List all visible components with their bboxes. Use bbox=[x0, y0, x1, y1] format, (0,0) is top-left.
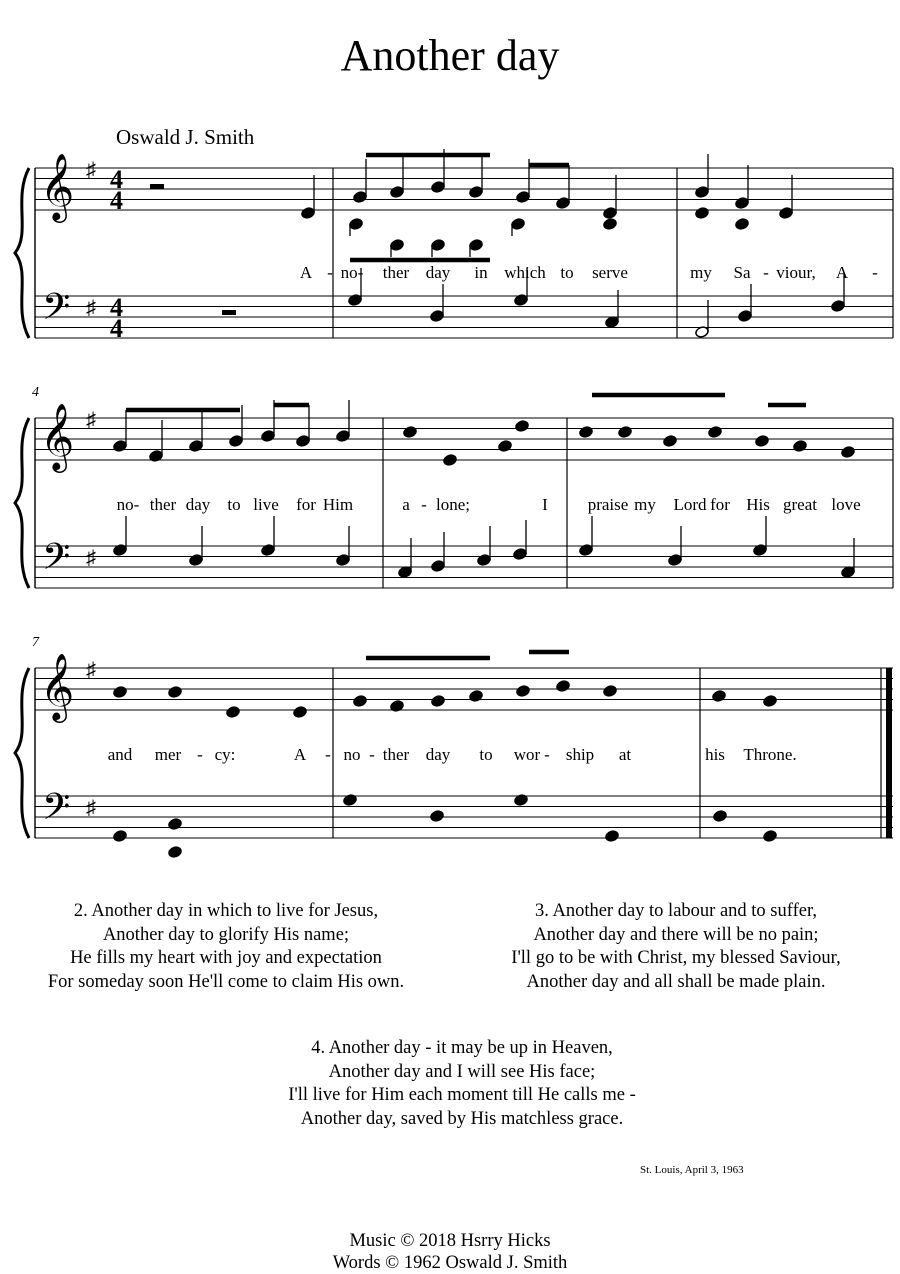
note-head bbox=[469, 690, 484, 703]
note-head bbox=[603, 685, 618, 698]
lyric-syllable: ther bbox=[382, 745, 410, 764]
lyric-syllable: - bbox=[197, 745, 203, 764]
note-head bbox=[712, 690, 727, 703]
note-head bbox=[663, 435, 678, 448]
note-head bbox=[353, 191, 368, 204]
note-head bbox=[735, 197, 750, 210]
note-head bbox=[515, 420, 530, 433]
note-head bbox=[113, 830, 128, 843]
lyric-syllable: great bbox=[783, 495, 817, 514]
note-head bbox=[226, 706, 241, 719]
note-head bbox=[431, 695, 446, 708]
lyric-syllable: day bbox=[425, 263, 451, 282]
note-head bbox=[390, 186, 405, 199]
lyric-syllable: mer bbox=[154, 745, 182, 764]
final-barline-thick bbox=[886, 668, 892, 838]
note-head bbox=[353, 695, 368, 708]
lyric-syllable: - bbox=[544, 745, 550, 764]
verse-4 bbox=[288, 1037, 636, 1131]
note-head bbox=[189, 440, 204, 453]
verse-line: 2. Another day in which to live for Jesus, bbox=[73, 901, 379, 921]
note-head bbox=[498, 440, 513, 453]
lyric-syllable: no bbox=[343, 745, 361, 764]
note-head bbox=[618, 426, 633, 439]
note-head bbox=[713, 810, 728, 823]
note-head bbox=[431, 560, 446, 573]
place-date: St. Louis, April 3, 1963 bbox=[640, 1164, 744, 1176]
verse-line: Another day and there will be no pain; bbox=[533, 924, 819, 945]
note-head bbox=[793, 440, 808, 453]
composer-credit: Oswald J. Smith bbox=[116, 125, 255, 149]
lyric-syllable: lone; bbox=[436, 495, 470, 514]
lyric-syllable: which bbox=[504, 263, 546, 282]
note-head bbox=[431, 239, 446, 252]
note-head bbox=[513, 548, 528, 561]
brace bbox=[15, 168, 29, 338]
lyric-syllable: praise bbox=[587, 495, 629, 514]
lyric-syllable: my bbox=[690, 263, 712, 282]
verse-line: I'll go to be with Christ, my blessed Saviour, bbox=[511, 948, 841, 968]
lyric-syllable: - bbox=[421, 495, 427, 514]
verse-line: 3. Another day to labour and to suffer, bbox=[534, 901, 817, 921]
note-head bbox=[349, 218, 364, 231]
bass-clef: 𝄢 bbox=[42, 786, 71, 837]
note-head bbox=[430, 310, 445, 323]
note-head bbox=[390, 239, 405, 252]
note-head bbox=[168, 846, 183, 859]
note-head bbox=[336, 554, 351, 567]
measure-number: 7 bbox=[32, 635, 39, 650]
music-credit: Music © 2018 Hsrry Hicks bbox=[349, 1231, 551, 1251]
note-head bbox=[431, 181, 446, 194]
lyric-syllable: at bbox=[618, 745, 632, 764]
lyric-syllable: to bbox=[479, 745, 493, 764]
note-head bbox=[668, 554, 683, 567]
verse-line: Another day, saved by His matchless grace. bbox=[300, 1108, 624, 1129]
lyric-syllable: A bbox=[293, 745, 307, 764]
note-head bbox=[763, 830, 778, 843]
note-head bbox=[403, 426, 418, 439]
treble-clef: 𝄞 bbox=[40, 152, 75, 220]
note-head bbox=[695, 186, 710, 199]
note-head bbox=[516, 685, 531, 698]
lyric-syllable: I bbox=[542, 495, 548, 514]
note-head bbox=[168, 686, 183, 699]
lyric-syllable: day bbox=[185, 495, 211, 514]
lyric-syllable: in bbox=[474, 263, 488, 282]
note-head bbox=[430, 810, 445, 823]
key-signature-sharp: ♯ bbox=[86, 297, 96, 319]
lyric-syllable: - bbox=[369, 745, 375, 764]
lyric-syllable: A bbox=[835, 263, 849, 282]
note-head bbox=[469, 239, 484, 252]
lyric-syllable: no- bbox=[116, 495, 140, 514]
note-head bbox=[841, 446, 856, 459]
note-head bbox=[477, 554, 492, 567]
lyric-syllable: live bbox=[253, 495, 279, 514]
clefs-and-signatures bbox=[40, 152, 123, 837]
note-head bbox=[738, 310, 753, 323]
treble-clef: 𝄞 bbox=[40, 652, 75, 720]
note-head bbox=[261, 430, 276, 443]
lyric-syllable: - bbox=[872, 263, 878, 282]
lyric-syllable: ther bbox=[382, 263, 410, 282]
note-head bbox=[763, 695, 778, 708]
lyric-syllable: ther bbox=[149, 495, 177, 514]
lyric-syllable: viour, bbox=[776, 263, 816, 282]
page-title: Another day bbox=[340, 31, 560, 80]
note-head bbox=[708, 426, 723, 439]
note-head bbox=[469, 186, 484, 199]
note-head bbox=[113, 686, 128, 699]
verse-line: Another day and all shall be made plain. bbox=[526, 971, 826, 992]
key-signature-sharp: ♯ bbox=[86, 797, 96, 819]
verse-line: For someday soon He'll come to claim His own. bbox=[47, 971, 405, 992]
lyric-syllable: his bbox=[705, 745, 725, 764]
note-head bbox=[443, 454, 458, 467]
lyric-syllable: Him bbox=[322, 495, 354, 514]
time-signature-treble: 4 bbox=[110, 186, 123, 215]
note-head bbox=[516, 191, 531, 204]
note-head bbox=[113, 440, 128, 453]
lyric-syllable: a bbox=[402, 495, 410, 514]
lyric-syllable: cy: bbox=[214, 745, 236, 764]
lyric-syllable: - bbox=[763, 263, 769, 282]
note-head bbox=[695, 207, 710, 220]
key-signature-sharp: ♯ bbox=[86, 159, 96, 181]
lyric-syllable: - bbox=[325, 745, 331, 764]
lyric-syllable: His bbox=[746, 495, 770, 514]
note-head bbox=[605, 830, 620, 843]
lyric-syllable: love bbox=[831, 495, 861, 514]
verse-line: I'll live for Him each moment till He calls me - bbox=[288, 1085, 636, 1105]
note-head bbox=[293, 706, 308, 719]
note-head bbox=[755, 435, 770, 448]
note-head bbox=[336, 430, 351, 443]
lyric-syllable: and bbox=[107, 745, 133, 764]
lyric-syllable: Lord bbox=[673, 495, 707, 514]
key-signature-sharp: ♯ bbox=[86, 659, 96, 681]
note-head bbox=[603, 207, 618, 220]
note-head bbox=[229, 435, 244, 448]
key-signature-sharp: ♯ bbox=[86, 547, 96, 569]
words-credit: Words © 1962 Oswald J. Smith bbox=[332, 1253, 568, 1273]
note-head bbox=[296, 435, 311, 448]
lyric-syllable: for bbox=[710, 495, 730, 514]
copyright-credits bbox=[0, 1230, 900, 1274]
verse-3 bbox=[511, 900, 840, 994]
note-head bbox=[831, 300, 846, 313]
lyric-syllable: to bbox=[227, 495, 241, 514]
lyric-syllable: wor bbox=[513, 745, 541, 764]
treble-clef: 𝄞 bbox=[40, 402, 75, 470]
note-head bbox=[511, 218, 526, 231]
note-head bbox=[168, 818, 183, 831]
brace bbox=[15, 668, 29, 838]
note-head bbox=[189, 554, 204, 567]
note-head bbox=[779, 207, 794, 220]
lyric-syllable: my bbox=[634, 495, 656, 514]
note-head bbox=[556, 197, 571, 210]
note-head bbox=[556, 680, 571, 693]
half-rest bbox=[150, 184, 164, 189]
lyric-syllable: to bbox=[560, 263, 574, 282]
bass-clef: 𝄢 bbox=[42, 286, 71, 337]
whole-rest bbox=[222, 310, 236, 315]
time-signature-bass: 4 bbox=[110, 293, 123, 322]
note-head bbox=[735, 218, 750, 231]
lyric-syllable: no- bbox=[340, 263, 364, 282]
note-head bbox=[301, 207, 316, 220]
lyric-syllable: serve bbox=[592, 263, 628, 282]
lyric-syllable: Throne. bbox=[743, 745, 797, 764]
verse-line: Another day and I will see His face; bbox=[328, 1061, 596, 1082]
verse-line: 4. Another day - it may be up in Heaven, bbox=[311, 1038, 613, 1058]
lyric-syllable: - bbox=[327, 263, 333, 282]
measure-number: 4 bbox=[32, 385, 39, 400]
lyric-syllable: day bbox=[425, 745, 451, 764]
bass-clef: 𝄢 bbox=[42, 536, 71, 587]
verse-2 bbox=[48, 900, 404, 994]
note-head bbox=[603, 218, 618, 231]
brace bbox=[15, 418, 29, 588]
lyric-syllable: for bbox=[296, 495, 316, 514]
verse-line: He fills my heart with joy and expectation bbox=[70, 948, 382, 968]
lyric-syllable: A bbox=[299, 263, 313, 282]
lyric-syllable: Sa bbox=[733, 263, 751, 282]
time-signature-treble: 4 bbox=[110, 165, 123, 194]
lyric-syllable: ship bbox=[565, 745, 595, 764]
time-signature-bass: 4 bbox=[110, 314, 123, 343]
key-signature-sharp: ♯ bbox=[86, 409, 96, 431]
note-head bbox=[579, 426, 594, 439]
verse-line: Another day to glorify His name; bbox=[102, 924, 350, 945]
